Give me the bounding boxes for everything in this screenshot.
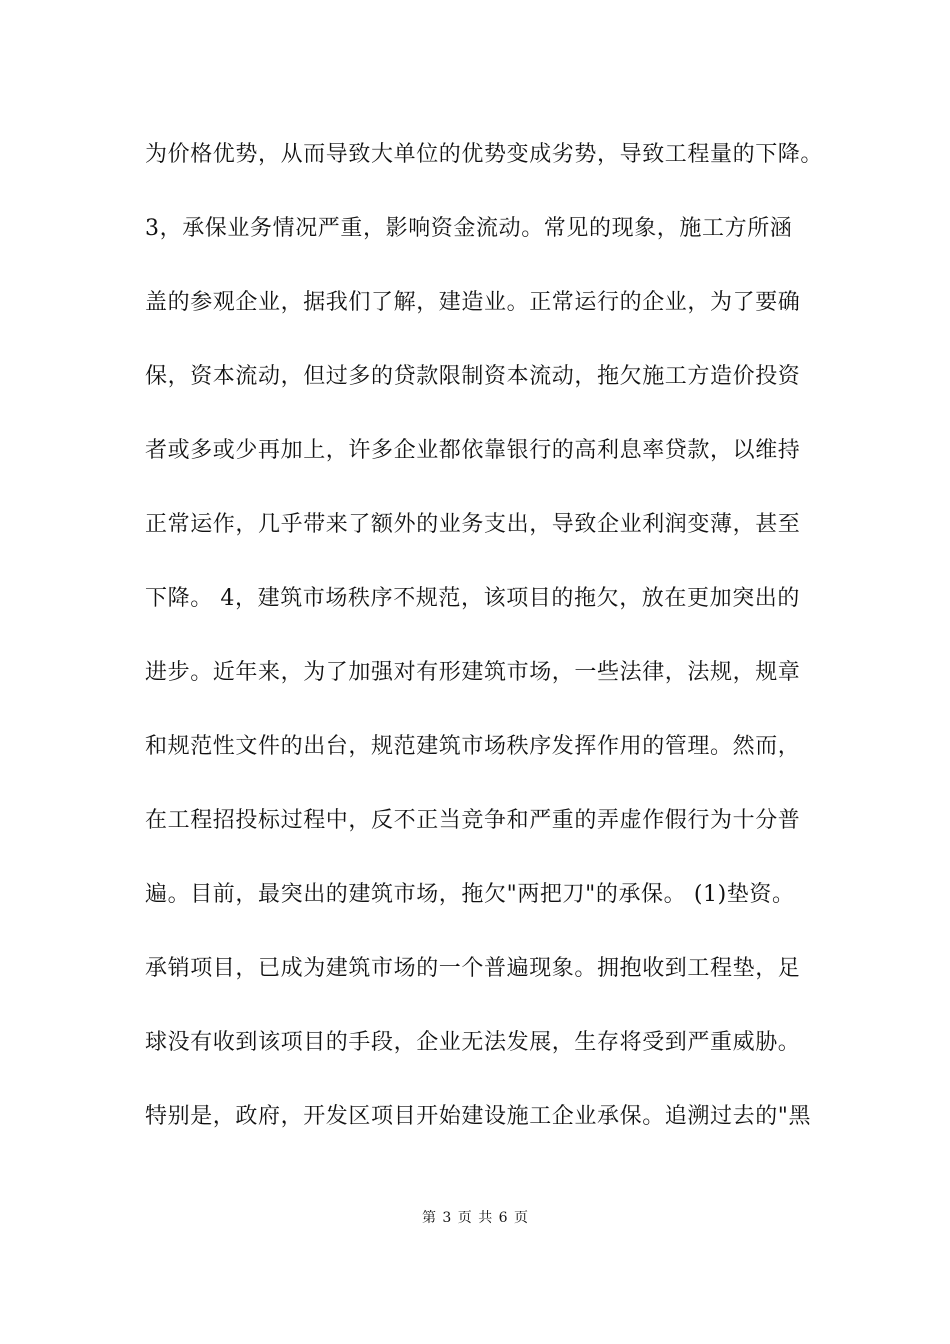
page-footer <box>0 1208 950 1228</box>
body-line-7: 下降。 4，建筑市场秩序不规范，该项目的拖欠，放在更加突出的 <box>145 586 800 611</box>
body-line-5: 者或多或少再加上，许多企业都依靠银行的高利息率贷款，以维持 <box>145 438 801 463</box>
body-line-9: 和规范性文件的出台，规范建筑市场秩序发挥作用的管理。然而， <box>145 734 801 759</box>
footer-prefix: 第 <box>421 1210 436 1226</box>
footer-total-word: 共 <box>478 1210 493 1226</box>
body-line-12: 承销项目，已成为建筑市场的一个普遍现象。拥抱收到工程垫，足 <box>145 956 801 981</box>
footer-suffix: 页 <box>514 1210 529 1226</box>
footer-total-pages: 6 <box>498 1210 508 1226</box>
footer-current-page: 3 <box>442 1210 452 1226</box>
body-line-3: 盖的参观企业，据我们了解，建造业。正常运行的企业，为了要确 <box>145 290 801 315</box>
body-line-4: 保，资本流动，但过多的贷款限制资本流动，拖欠施工方造价投资 <box>145 364 801 389</box>
body-line-14: 特别是，政府，开发区项目开始建设施工企业承保。追溯过去的"黑 <box>145 1104 812 1129</box>
body-line-11: 遍。目前，最突出的建筑市场，拖欠"两把刀"的承保。 (1)垫资。 <box>145 882 795 907</box>
body-line-10: 在工程招投标过程中，反不正当竞争和严重的弄虚作假行为十分普 <box>145 808 801 833</box>
body-line-1: 为价格优势，从而导致大单位的优势变成劣势，导致工程量的下降。 <box>145 142 824 167</box>
footer-page-unit: 页 <box>457 1210 472 1226</box>
body-line-2: 3，承保业务情况严重，影响资金流动。常见的现象，施工方所涵 <box>145 216 793 241</box>
body-line-8: 进步。近年来，为了加强对有形建筑市场，一些法律，法规，规章 <box>145 660 801 685</box>
body-line-13: 球没有收到该项目的手段，企业无法发展，生存将受到严重威胁。 <box>145 1030 801 1055</box>
body-line-6: 正常运作，几乎带来了额外的业务支出，导致企业利润变薄，甚至 <box>145 512 801 537</box>
